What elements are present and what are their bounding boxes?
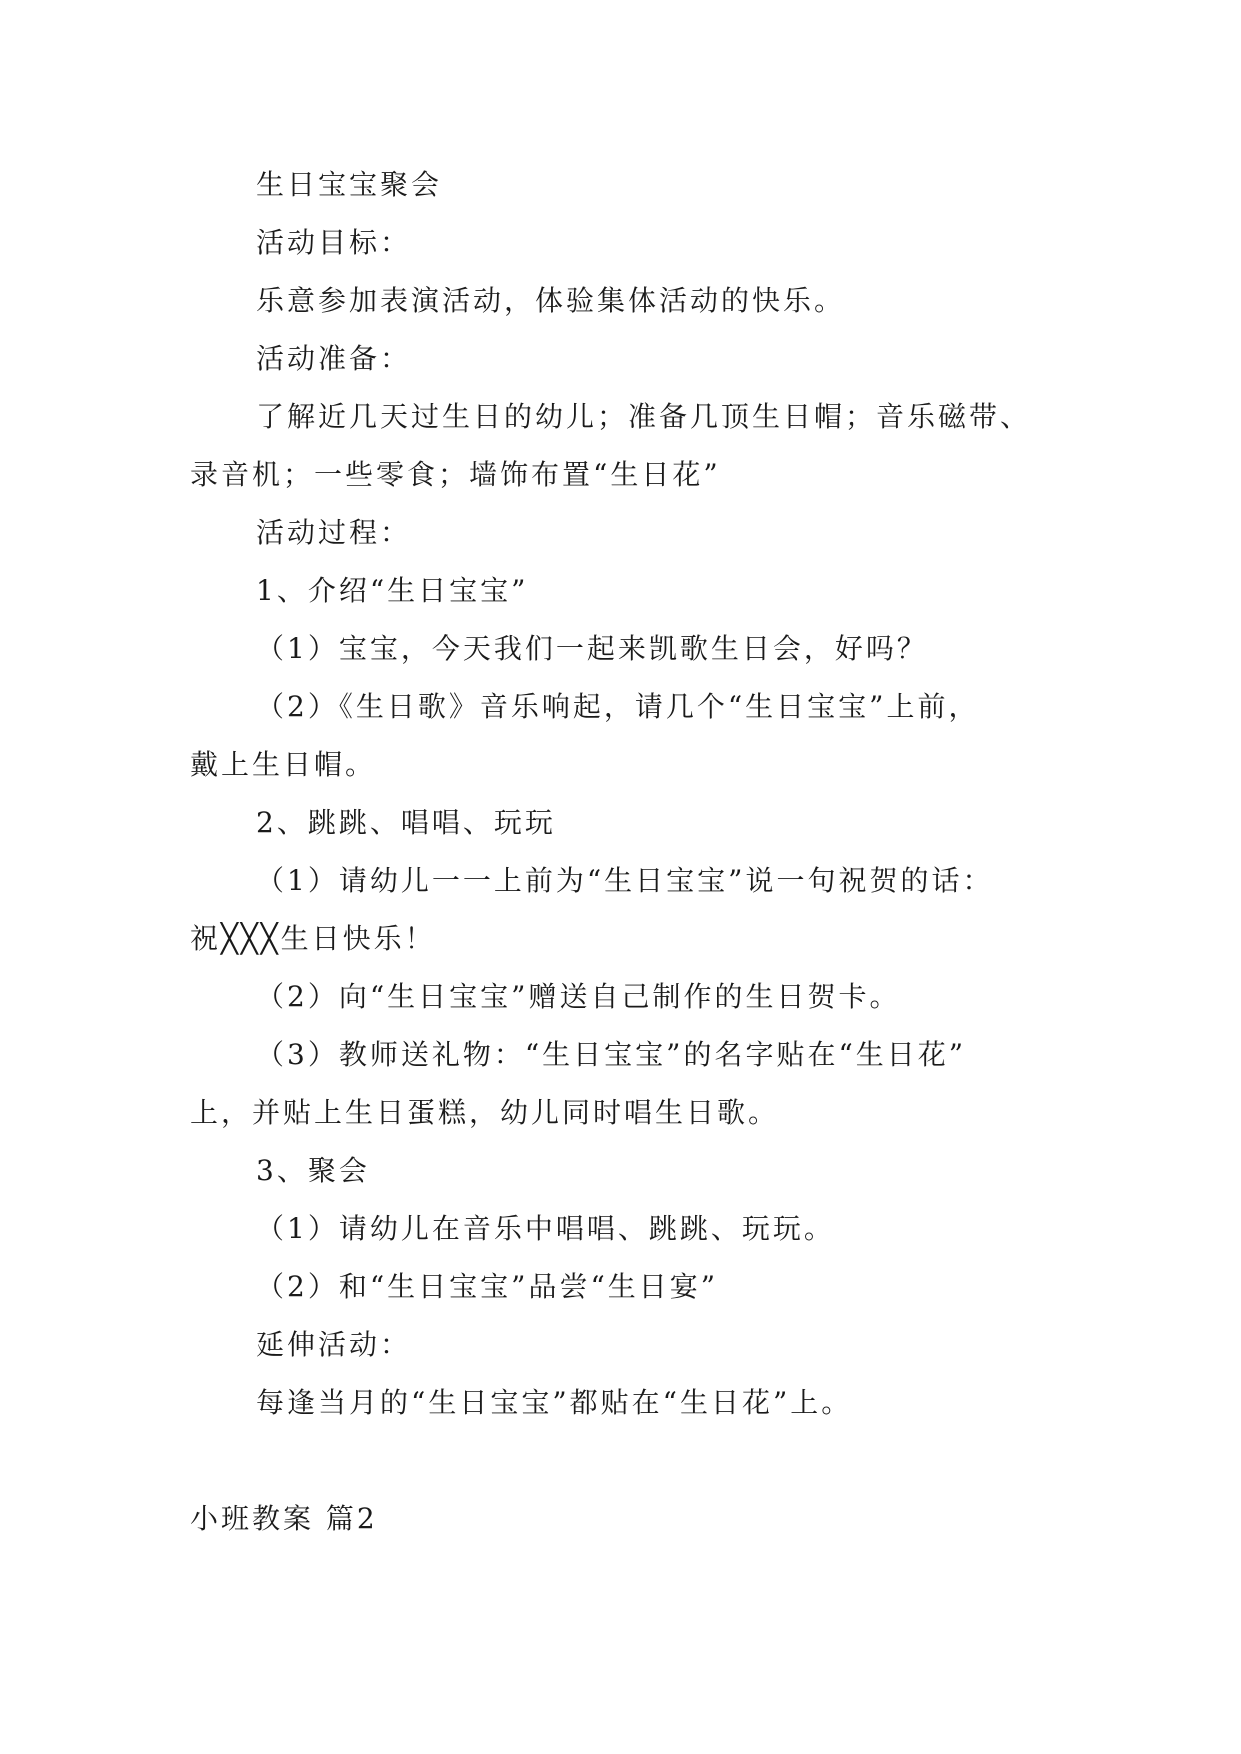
paragraph-continuation: 录音机；一些零食；墙饰布置“生日花” — [190, 458, 721, 491]
step-item: （2）《生日歌》音乐响起，请几个“生日宝宝”上前， — [256, 690, 980, 723]
step-item: （1）请幼儿一一上前为“生日宝宝”说一句祝贺的话： — [256, 864, 994, 897]
step-heading: 2、跳跳、唱唱、玩玩 — [256, 806, 556, 839]
section-heading-process: 活动过程： — [256, 516, 412, 549]
paragraph: 每逢当月的“生日宝宝”都贴在“生日花”上。 — [256, 1386, 853, 1419]
paragraph: 乐意参加表演活动，体验集体活动的快乐。 — [256, 284, 846, 317]
next-section-title: 小班教案 篇2 — [190, 1502, 378, 1535]
section-heading-goals: 活动目标： — [256, 226, 412, 259]
section-heading-extension: 延伸活动： — [256, 1328, 412, 1361]
step-item: （2）和“生日宝宝”品尝“生日宴” — [256, 1270, 719, 1303]
step-heading: 3、聚会 — [256, 1154, 370, 1187]
step-item: （1）请幼儿在音乐中唱唱、跳跳、玩玩。 — [256, 1212, 835, 1245]
section-heading-preparation: 活动准备： — [256, 342, 412, 375]
paragraph: 了解近几天过生日的幼儿；准备几顶生日帽；音乐磁带、 — [256, 400, 1032, 433]
step-item: （2）向“生日宝宝”赠送自己制作的生日贺卡。 — [256, 980, 901, 1013]
paragraph-continuation: 戴上生日帽。 — [190, 748, 377, 781]
step-item: （3）教师送礼物：“生日宝宝”的名字贴在“生日花” — [256, 1038, 967, 1071]
paragraph-continuation: 祝╳╳╳生日快乐！ — [190, 922, 436, 955]
document-title: 生日宝宝聚会 — [256, 168, 443, 201]
step-heading: 1、介绍“生日宝宝” — [256, 574, 529, 607]
document-body — [190, 156, 1070, 1432]
step-item: （1）宝宝，今天我们一起来凯歌生日会，好吗？ — [256, 632, 928, 665]
paragraph-continuation: 上，并贴上生日蛋糕，幼儿同时唱生日歌。 — [190, 1096, 780, 1129]
